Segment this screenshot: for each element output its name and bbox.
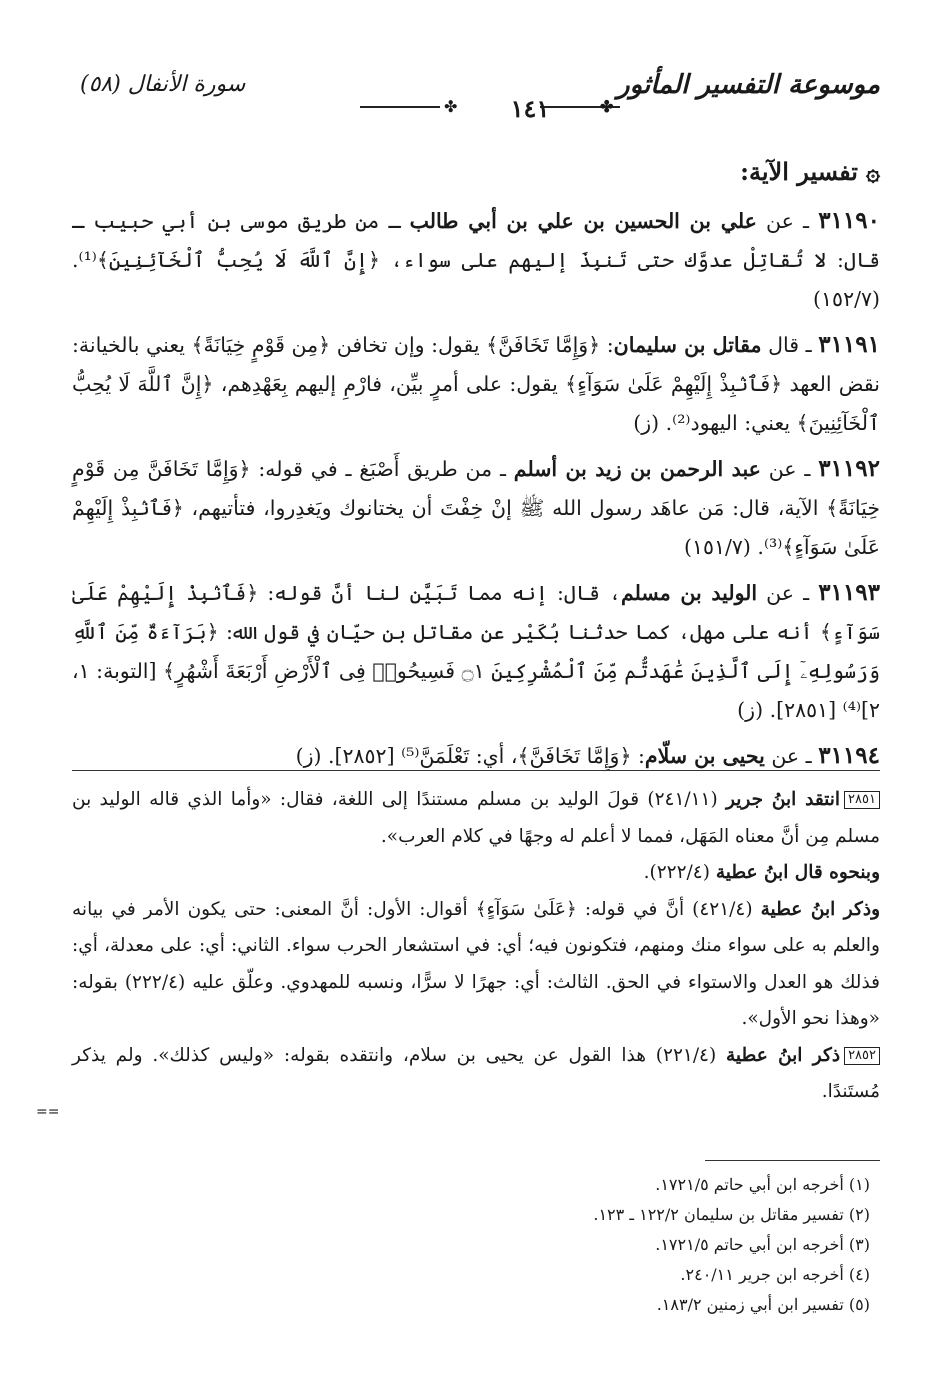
footnote: (٣) أخرجه ابن أبي حاتم ١٧٢١/٥. xyxy=(655,1235,870,1254)
entry-number: ٣١١٩٠ xyxy=(818,207,880,234)
star-ornament-icon: ۞ xyxy=(865,157,880,186)
entry-text: : ﴿وَإِمَّا تَخَافَنَّ﴾، أي: تَعْلَمَنَّ⁽⁵⁾ [٢٨٥٢]. (ز) xyxy=(295,744,645,768)
footnotes-divider xyxy=(705,1160,880,1161)
entry-paragraph xyxy=(72,449,880,567)
surah-label: سورة الأنفال (٥٨) xyxy=(80,72,246,97)
entry-lead: ـ عن xyxy=(764,744,812,768)
entry-number: ٣١١٩٣ xyxy=(818,579,880,606)
note-bold: وبنحوه قال ابنُ عطية xyxy=(715,862,880,883)
section-heading xyxy=(72,152,880,191)
ornament-icon: ✤ xyxy=(444,97,458,116)
entry-paragraph xyxy=(72,573,880,730)
footnotes xyxy=(270,1170,870,1320)
entry-text: : ﴿وَإِمَّا تَخَافَنَّ﴾ يقول: وإن تخافن ﴿مِن قَوْمٍ خِيَانَةً﴾ يعني بالخيانة: نقض العهد ﴿فَٱنۢبِذْ إِلَيْهِمْ عَلَىٰ سَوَآءٍ﴾ يقول: على أمرٍ بيِّن، فارْمِ إليهم بِعَهْدِهم، ﴿إِنَّ ٱللَّهَ لَا يُحِبُّ ٱلْخَآئِنِينَ﴾ يعني: اليهود⁽²⁾. (ز) xyxy=(72,333,880,435)
entry-text: ـ من طريق موسى بن أبي حبيب ـ قال: لا تُقاتِلْ عدوَّك حتى تَنبِذَ إليهم على سواء، ﴿إِنَّ ٱللَّهَ لَا يُحِبُّ ٱلْخَآئِنِينَ﴾⁽¹⁾. (١٥٢/٧) xyxy=(72,209,880,311)
note-bold: انتقد ابنُ جرير xyxy=(726,789,841,810)
entry-number: ٣١١٩١ xyxy=(818,331,880,358)
entry-lead: ـ عن xyxy=(756,209,810,233)
notes-divider xyxy=(72,770,880,771)
narrator-name: يحيى بن سلّام xyxy=(644,744,765,768)
note-text: (٢٢٢/٤). xyxy=(643,862,716,883)
entry-number: ٣١١٩٢ xyxy=(818,455,880,482)
note-bold: ذكر ابنُ عطية xyxy=(726,1044,841,1066)
margin-mark: == xyxy=(36,1104,60,1120)
entry-number: ٣١١٩٤ xyxy=(818,742,880,769)
entry-text: ـ من طريق أَصْبَغ ـ في قوله: ﴿وَإِمَّا تَخَافَنَّ مِن قَوْمٍ خِيَانَةً﴾ الآية، قال: مَن عاهَد رسول الله ﷺ إنْ خِفْتَ أن يختانوك ويَغدِروا، فتأتيهم، ﴿فَٱنۢبِذْ إِلَيْهِمْ عَلَىٰ سَوَآءٍ﴾⁽³⁾. (١٥١/٧) xyxy=(72,457,880,559)
entry-text: ، قال: إنه مما تَبَيَّن لنا أنَّ قوله: ﴿فَٱنۢبِذْ إِلَيْهِمْ عَلَىٰ سَوَآءٍ﴾ أنه على مهل، كما حدثنا بُكَيْر عن مقاتل بن حيّان في قول الله: ﴿بَرَآءَةٌ مِّنَ ٱللَّهِ وَرَسُولِهِۦٓ إِلَى ٱلَّذِينَ عَٰهَدتُّم مِّنَ ٱلْمُشْرِكِينَ ۝١ فَسِيحُوا۟ فِى ٱلْأَرْضِ أَرْبَعَةَ أَشْهُرٍ﴾ [التوبة: ١، ٢]⁽⁴⁾ [٢٨٥١]. (ز) xyxy=(72,581,881,722)
footnote: (٥) تفسير ابن أبي زمنين ١٨٣/٢. xyxy=(656,1295,870,1314)
header-rule-left xyxy=(360,106,440,108)
footnote: (١) أخرجه ابن أبي حاتم ١٧٢١/٥. xyxy=(655,1175,870,1194)
entry-paragraph xyxy=(72,201,880,319)
entry-paragraph xyxy=(72,325,880,443)
footnote: (٤) أخرجه ابن جرير ٢٤٠/١١. xyxy=(680,1265,870,1284)
section-title: تفسير الآية: xyxy=(740,157,858,186)
narrator-name: علي بن الحسين بن علي بن أبي طالب xyxy=(409,209,757,233)
note-text: (٢٢١/٤) هذا القول عن يحيى بن سلام، وانتقده بقوله: «وليس كذلك». ولم يذكر مُستَندًا. xyxy=(72,1044,880,1102)
entry-lead: ـ عن xyxy=(757,581,810,605)
note-bold: وذكر ابنُ عطية xyxy=(760,898,880,920)
ornament-icon: ✤ xyxy=(600,97,614,116)
note-paragraph xyxy=(72,892,880,1038)
page-number: ١٤١ xyxy=(510,94,550,123)
main-text xyxy=(72,152,880,782)
footnote: (٢) تفسير مقاتل بن سليمان ١٢٢/٢ ـ ١٢٣. xyxy=(593,1205,870,1224)
entry-lead: ـ عن xyxy=(760,457,811,481)
entry-lead: ـ قال xyxy=(761,333,812,357)
note-tag: ٢٨٥١ xyxy=(844,791,880,809)
commentary-notes xyxy=(72,782,880,1111)
narrator-name: الوليد بن مسلم xyxy=(620,581,758,605)
narrator-name: مقاتل بن سليمان xyxy=(613,333,762,357)
note-text: (٢٤١/١١) قولَ الوليد بن مسلم مستندًا إلى اللغة، فقال: «وأما الذي قاله الوليد بن مسلم مِن أنَّ معناه المَهَل، فمما لا أعلم له وجهًا في كلام العرب». xyxy=(72,789,880,847)
note-text: (٤٢١/٤) أنَّ في قوله: ﴿عَلَىٰ سَوَآءٍ﴾ أقوال: الأول: أنَّ المعنى: حتى يكون الأمر في بيانه والعلم به على سواء منك ومنهم، فتكونون فيه؛ أي: في استشعار الحرب سواء. الثاني: أي: على معدلة، أي: فذلك هو العدل والاستواء في الحق. الثالث: أي: جهرًا لا سرًّا، ونسبه للمهدوي. وعلّق عليه (٢٢٢/٤) بقوله: «وهذا نحو الأول». xyxy=(72,898,880,1029)
note-tag: ٢٨٥٢ xyxy=(844,1047,880,1065)
book-title: موسوعة التفسير المأثور xyxy=(617,70,880,100)
narrator-name: عبد الرحمن بن زيد بن أسلم xyxy=(513,457,761,481)
page-header xyxy=(80,62,880,122)
note-paragraph xyxy=(72,855,880,892)
note-paragraph xyxy=(72,1038,880,1111)
note-paragraph xyxy=(72,782,880,855)
